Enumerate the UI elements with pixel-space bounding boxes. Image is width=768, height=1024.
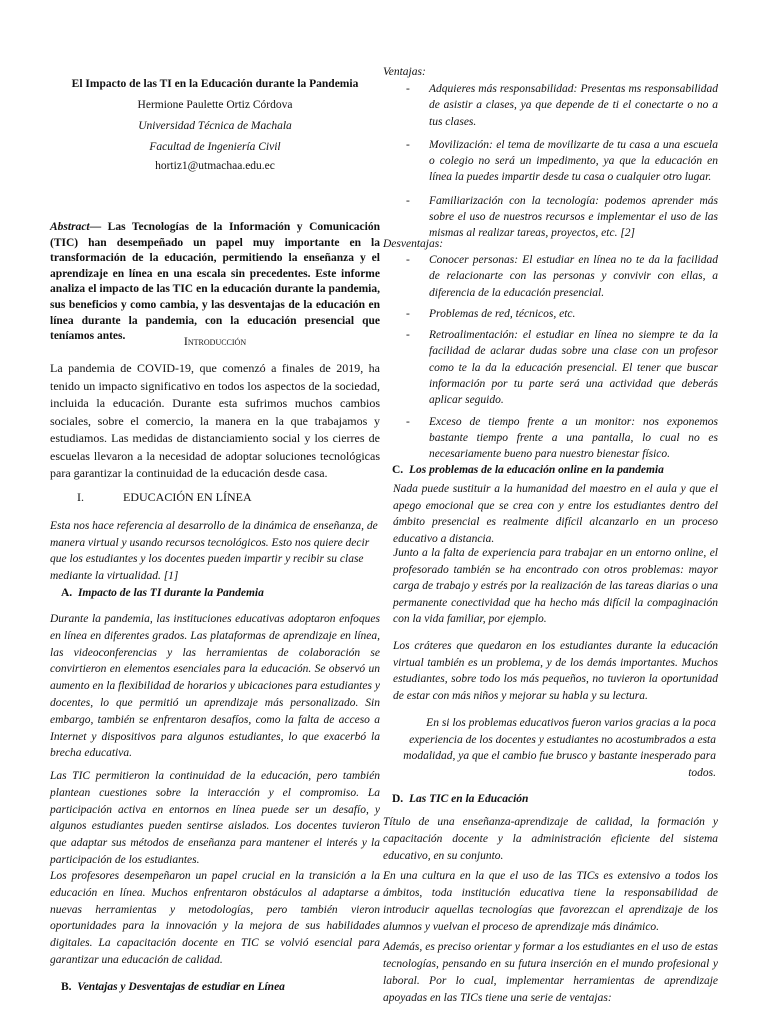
author-faculty: Facultad de Ingeniería Civil bbox=[149, 141, 281, 153]
ventaja-text: Movilización: el tema de movilizarte de tu casa a una escuela o colegio no será un impedimento, ya que la educación en línea la puedes impartir desde tu casa o cualquier otro lugar. bbox=[429, 138, 718, 184]
author-email: hortiz1@utmachaa.edu.ec bbox=[155, 160, 275, 172]
subsection-b-label: B. bbox=[61, 981, 72, 993]
subsection-a-paragraph-2: Las TIC permitieron la continuidad de la educación, pero también plantean cuestiones sobre la interacción y el compromiso. La participación activa en entornos en línea puede ser un desafío, y algunos estudiantes pueden sentirse aislados. Los docentes tuvieron que adaptar sus métodos de enseñanza para mantener el interés y la participación de los estudiantes. bbox=[50, 770, 380, 866]
subsection-c-paragraph-3: Los cráteres que quedaron en los estudiantes durante la educación virtual también es un problema, y de los demás importantes. Muchos estudiantes, sobre todo los más pequeños, no tuvieron la oportunidad de estar con más niños y mejorar su habla y su lectura. bbox=[393, 640, 718, 702]
subsection-a-paragraph-3: Los profesores desempeñaron un papel crucial en la transición a la educación en línea. Muchos enfrentaron obstáculos al adaptarse a nuevas herramientas y metodologías, pero también vieron oportunidades para la innovación y la mejora de sus habilidades digitales. La capacitación docente en TIC se volvió esencial para garantizar una educación de calidad. bbox=[50, 870, 380, 966]
subsection-d-paragraph-3: Además, es preciso orientar y formar a los estudiantes en el uso de estas tecnologías, pensando en su futura inserción en el mundo profesional y laboral. Por lo cual, implementar herramientas de aprendizaje apoyadas en las TICs tiene una serie de ventajas: bbox=[383, 941, 718, 1004]
subsection-c-paragraph-1: Nada puede sustituir a la humanidad del maestro en el aula y que el apego emocional que se crea con y entre los estudiantes dentro del ámbito presencial es realmente difícil alcanzarlo en un proceso educativo a distancia. bbox=[393, 483, 718, 545]
section-1-title: EDUCACIÓN EN LÍNEA bbox=[123, 490, 252, 504]
list-dash: - bbox=[406, 254, 410, 266]
list-item bbox=[383, 137, 718, 186]
list-dash: - bbox=[406, 329, 410, 342]
ventajas-heading: Ventajas: bbox=[383, 66, 426, 78]
subsection-a-label: A. bbox=[61, 587, 73, 599]
intro-text: La pandemia de COVID-19, que comenzó a finales de 2019, ha tenido un impacto significativo en todos los aspectos de la sociedad, incluida la educación. Durante esta sufrimos muchos cambios sociales, sobre el comercio, la manera en la que trabajamos y estudiamos. Las medidas de distanciamiento social y los cierres de escuelas llevaron a la necesidad de adoptar soluciones tecnológicas para garantizar la continuidad de la educación desde casa. bbox=[50, 361, 380, 480]
abstract-dash: — bbox=[89, 221, 102, 233]
subsection-d-label: D. bbox=[392, 793, 404, 805]
list-item bbox=[383, 252, 718, 301]
subsection-c-paragraph-4: En si los problemas educativos fueron varios gracias a la poca experiencia de los docentes y estudiantes no acostumbrados a esta modalidad, ya que el cambio fue brusco y bastante inesperado para todos. bbox=[403, 717, 716, 779]
list-dash: - bbox=[406, 138, 410, 151]
list-item bbox=[383, 306, 718, 322]
desventajas-heading: Desventajas: bbox=[383, 238, 444, 250]
subsection-a-title: Impacto de las TI durante la Pandemia bbox=[77, 587, 264, 599]
subsection-d-heading bbox=[392, 791, 718, 807]
subsection-c-title: Los problemas de la educación online en la pandemia bbox=[408, 464, 664, 476]
ventaja-text: Familiarización con la tecnología: podemos aprender más sobre el uso de nuestros recursos e implementar el uso de las mismas al realizar tareas, proyectos, etc. [2] bbox=[429, 194, 718, 240]
subsection-a-paragraph-1: Durante la pandemia, las instituciones educativas adoptaron enfoques en línea en diferentes grados. Las plataformas de aprendizaje en línea, las videoconferencias y las herramientas de colaboración se convirtieron en elementos esenciales para la educación. Se observó un aumento en la flexibilidad de horarios y ubicaciones para estudiantes y docentes, lo que permitió un aprendizaje más personalizado. Sin embargo, también se enfrentaron desafíos, como la falta de acceso a Internet y dispositivos para algunos estudiantes, lo que exacerbó la brecha educativa. bbox=[50, 613, 380, 760]
desventaja-text: Retroalimentación: el estudiar en línea no siempre te da la facilidad de aclarar dudas sobre una clase con un profesor como te la da la educación presencial. El tener que buscar información por tu parte será una actividad que deberás aplicar seguido. bbox=[429, 329, 718, 407]
list-item bbox=[383, 193, 718, 242]
subsection-d-title: Las TIC en la Educación bbox=[408, 793, 529, 805]
paper-title: El Impacto de las TI en la Educación durante la Pandemia bbox=[71, 78, 359, 90]
list-item bbox=[383, 81, 718, 130]
subsection-a-heading bbox=[61, 585, 381, 601]
ventajas-list bbox=[383, 81, 718, 242]
desventaja-text: Conocer personas: El estudiar en línea no te da la facilidad de relacionarte con las personas y convivir con ellas, a diferencia de la educación presencial. bbox=[429, 254, 718, 299]
list-item bbox=[383, 414, 718, 463]
desventaja-text: Problemas de red, técnicos, etc. bbox=[429, 307, 576, 320]
list-dash: - bbox=[406, 83, 410, 95]
subsection-c-heading bbox=[392, 462, 718, 478]
subsection-d-paragraph-2: En una cultura en la que el uso de las TICs es extensivo a todos los ámbitos, toda institución educativa tiene la responsabilidad de introducir aquellas tecnologías que favorezcan el aprendizaje de los alumnos y vuelvan el proceso de aprendizaje más dinámico. bbox=[383, 870, 718, 933]
subsection-c-label: C. bbox=[392, 464, 404, 476]
abstract bbox=[50, 220, 380, 345]
subsection-b-heading bbox=[61, 979, 381, 995]
section-1-text: Esta nos hace referencia al desarrollo de la dinámica de enseñanza, de manera virtual y usando recursos tecnológicos. Esto nos quiere decir que los estudiantes y los docentes pueden impartir y recibir su clase mediante la virtualidad. [1] bbox=[50, 520, 378, 582]
list-dash: - bbox=[406, 307, 410, 320]
desventaja-text: Exceso de tiempo frente a un monitor: nos exponemos bastante tiempo frente a una pantalla, lo cual no es necesariamente bueno para nuestro bienestar físico. bbox=[429, 415, 718, 461]
title-block bbox=[50, 76, 380, 174]
list-item bbox=[383, 327, 718, 408]
author-name: Hermione Paulette Ortiz Córdova bbox=[137, 99, 293, 111]
section-1-number: I. bbox=[77, 490, 84, 504]
desventajas-list bbox=[383, 252, 718, 463]
abstract-label: Abstract bbox=[50, 221, 90, 233]
subsection-c-paragraph-2: Junto a la falta de experiencia para trabajar en un entorno online, el profesorado también se ha encontrado con otros problemas: mayor carga de trabajo y estrés por la realización de las tareas diarias o una permanente conectividad que ha hecho más difícil la compaginación con la vida familiar, por ejemplo. bbox=[393, 547, 718, 626]
author-university: Universidad Técnica de Machala bbox=[138, 120, 292, 132]
intro-heading: Introducción bbox=[183, 334, 247, 348]
abstract-text: Las Tecnologías de la Información y Comunicación (TIC) han desempeñado un papel muy importante en la transformación de la educación, permitiendo la enseñanza y el aprendizaje en línea en una escala sin precedentes. Este informe analiza el impacto de las TIC en la educación durante la pandemia, sus beneficios y como cambia, y las desventajas de la educación en línea durante la pandemia, con la educación presencial que teníamos antes. bbox=[50, 221, 380, 343]
ventaja-text: Adquieres más responsabilidad: Presentas ms responsabilidad de asistir a clases, ya que depende de ti el conectarte o no a tus clases. bbox=[429, 83, 718, 128]
subsection-d-paragraph-1: Título de una enseñanza-aprendizaje de calidad, la formación y capacitación docente y la administración eficiente del sistema educativo, en su conjunto. bbox=[383, 816, 718, 862]
list-dash: - bbox=[406, 194, 410, 207]
list-dash: - bbox=[406, 415, 410, 428]
subsection-b-title: Ventajas y Desventajas de estudiar en Línea bbox=[77, 981, 285, 993]
